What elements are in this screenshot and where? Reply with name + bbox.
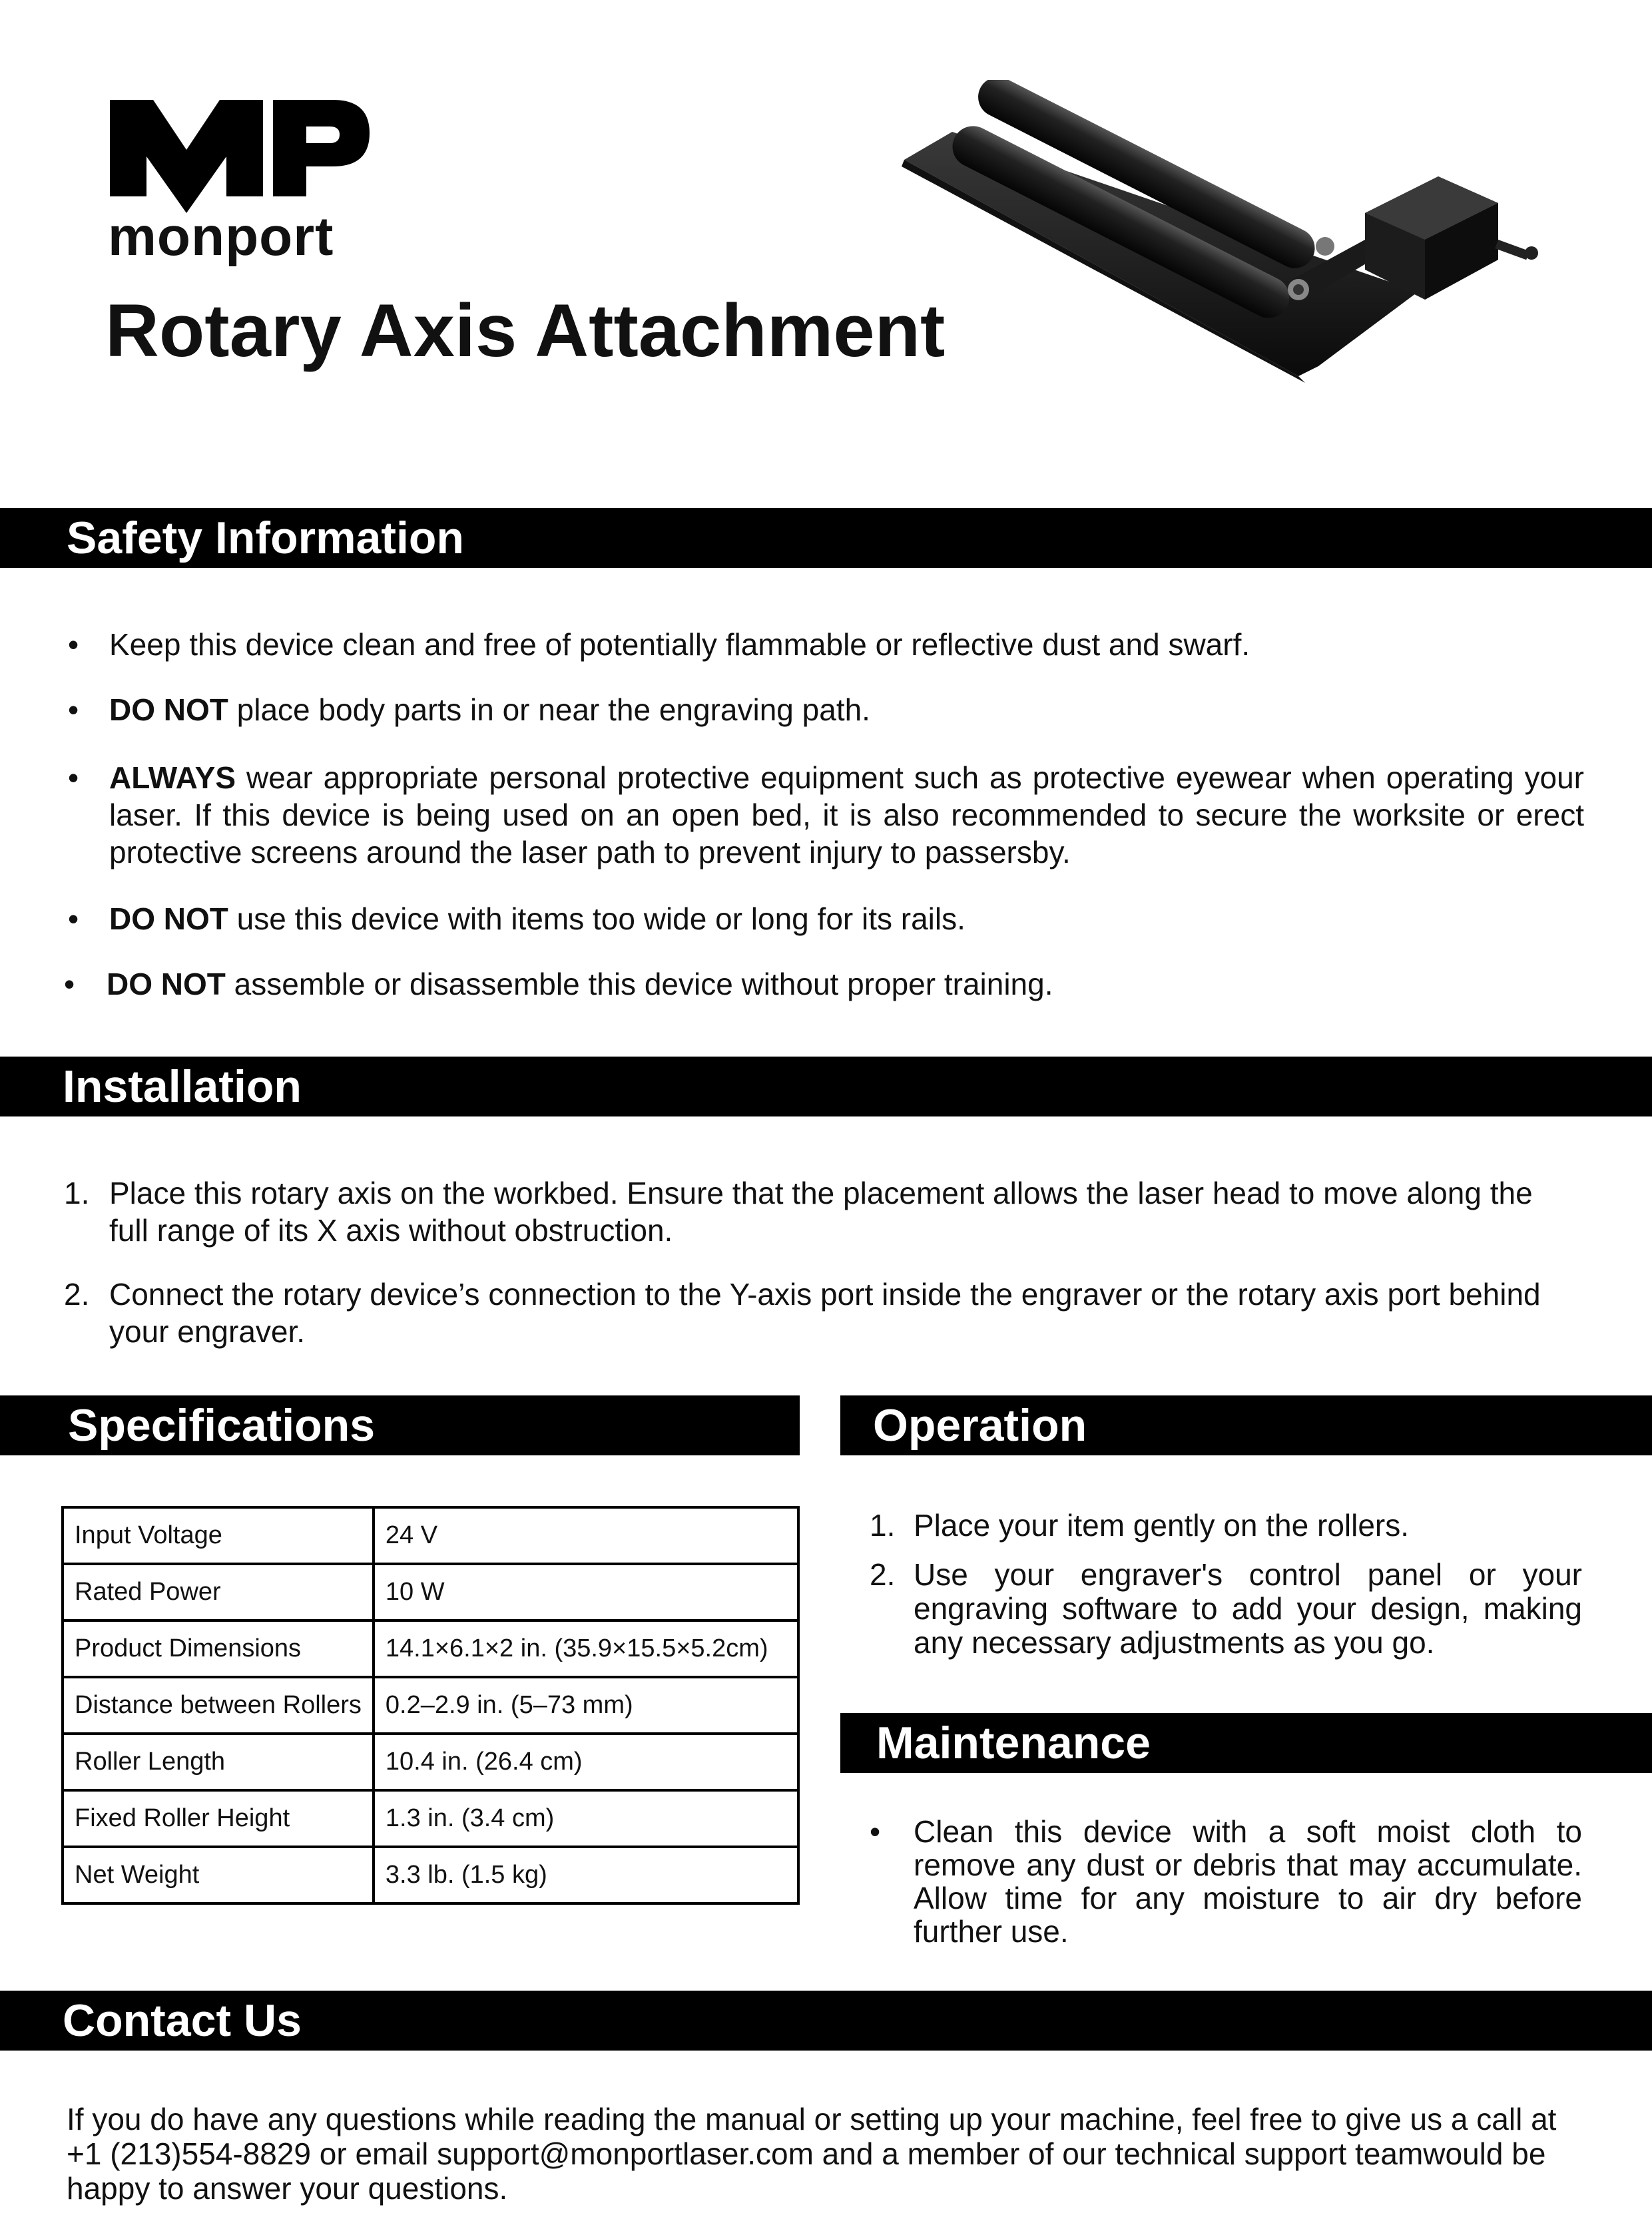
spec-label: Input Voltage <box>63 1507 374 1564</box>
safety-item-2 <box>68 691 1574 728</box>
installation-step-2 <box>64 1276 1541 1350</box>
section-title-maintenance: Maintenance <box>876 1718 1151 1768</box>
table-row <box>63 1564 798 1620</box>
spec-value: 14.1×6.1×2 in. (35.9×15.5×5.2cm) <box>374 1620 798 1677</box>
table-row <box>63 1790 798 1847</box>
bullet-icon: • <box>68 760 79 795</box>
table-row <box>63 1847 798 1903</box>
section-title-specifications: Specifications <box>68 1400 376 1451</box>
section-header-safety <box>0 508 1652 568</box>
safety-item-5 <box>64 965 1571 1003</box>
safety-item-2-text: place body parts in or near the engraving path. <box>228 692 870 727</box>
section-header-maintenance <box>840 1713 1652 1773</box>
operation-step-1-text: Place your item gently on the rollers. <box>914 1508 1410 1543</box>
installation-step-1-text: Place this rotary axis on the workbed. Ensure that the placement allows the laser head to move along the full range of its X axis without obstruction. <box>109 1176 1533 1248</box>
operation-step-2-text: Use your engraver's control panel or your engraving software to add your design, making any necessary adjustments as you go. <box>914 1557 1582 1660</box>
maintenance-item-1 <box>870 1814 1582 1949</box>
safety-item-4 <box>68 900 1574 937</box>
safety-item-1-text: Keep this device clean and free of potentially flammable or reflective dust and swarf. <box>109 627 1250 662</box>
table-row <box>63 1507 798 1564</box>
spec-value: 0.2–2.9 in. (5–73 mm) <box>374 1677 798 1734</box>
spec-label: Net Weight <box>63 1847 374 1903</box>
safety-item-2-emphasis: DO NOT <box>109 692 228 727</box>
spec-value: 10.4 in. (26.4 cm) <box>374 1734 798 1790</box>
safety-item-3-text: wear appropriate personal protective equipment such as protective eyewear when operating your laser. If this device is being used on an open bed, it is also recommended to secure the worksite or erect protective screens around the laser path to prevent injury to passersby. <box>109 760 1584 869</box>
section-header-operation <box>840 1395 1652 1455</box>
brand-name: monport <box>108 206 334 267</box>
specifications-table <box>61 1506 800 1905</box>
safety-item-3-emphasis: ALWAYS <box>109 760 236 795</box>
bullet-icon: • <box>68 901 79 936</box>
step-number: 1. <box>64 1176 90 1210</box>
bullet-icon: • <box>68 692 79 727</box>
spec-value: 24 V <box>374 1507 798 1564</box>
bullet-icon: • <box>870 1814 881 1849</box>
section-header-specifications <box>0 1395 800 1455</box>
spec-value: 10 W <box>374 1564 798 1620</box>
table-row <box>63 1677 798 1734</box>
section-title-safety: Safety Information <box>67 513 464 563</box>
maintenance-item-1-text: Clean this device with a soft moist cloth to remove any dust or debris that may accumulate. Allow time for any moisture to air dry before further use. <box>914 1814 1582 1949</box>
safety-item-4-emphasis: DO NOT <box>109 901 228 936</box>
step-number: 2. <box>64 1277 90 1312</box>
installation-step-1 <box>64 1174 1541 1249</box>
step-number: 1. <box>870 1508 896 1543</box>
safety-item-1 <box>68 626 1574 663</box>
rotary-axis-device-image <box>899 80 1565 393</box>
spec-label: Distance between Rollers <box>63 1677 374 1734</box>
spec-label: Product Dimensions <box>63 1620 374 1677</box>
installation-step-2-text: Connect the rotary device’s connection to the Y-axis port inside the engraver or the rotary axis port behind your engraver. <box>109 1277 1541 1349</box>
spec-label: Fixed Roller Height <box>63 1790 374 1847</box>
section-title-contact: Contact Us <box>63 1995 302 2046</box>
operation-step-1 <box>870 1507 1579 1543</box>
safety-item-3 <box>68 759 1584 871</box>
section-header-contact <box>0 1991 1652 2051</box>
operation-step-2 <box>870 1557 1582 1660</box>
table-row <box>63 1734 798 1790</box>
step-number: 2. <box>870 1557 896 1592</box>
section-header-installation <box>0 1057 1652 1116</box>
section-title-operation: Operation <box>873 1400 1087 1451</box>
bullet-icon: • <box>64 967 75 1001</box>
contact-text: If you do have any questions while reading the manual or setting up your machine, feel free to give us a call at +1 (213)554-8829 or email support@monportlaser.com and a member of our technical support teamwould be happy to answer your questions. <box>67 2102 1557 2206</box>
bullet-icon: • <box>68 627 79 662</box>
document-title: Rotary Axis Attachment <box>105 289 946 372</box>
spec-label: Rated Power <box>63 1564 374 1620</box>
spec-value: 1.3 in. (3.4 cm) <box>374 1790 798 1847</box>
section-title-installation: Installation <box>63 1061 302 1112</box>
safety-item-4-text: use this device with items too wide or long for its rails. <box>228 901 965 936</box>
safety-item-5-emphasis: DO NOT <box>107 967 226 1001</box>
spec-value: 3.3 lb. (1.5 kg) <box>374 1847 798 1903</box>
table-row <box>63 1620 798 1677</box>
safety-item-5-text: assemble or disassemble this device without proper training. <box>225 967 1053 1001</box>
spec-label: Roller Length <box>63 1734 374 1790</box>
